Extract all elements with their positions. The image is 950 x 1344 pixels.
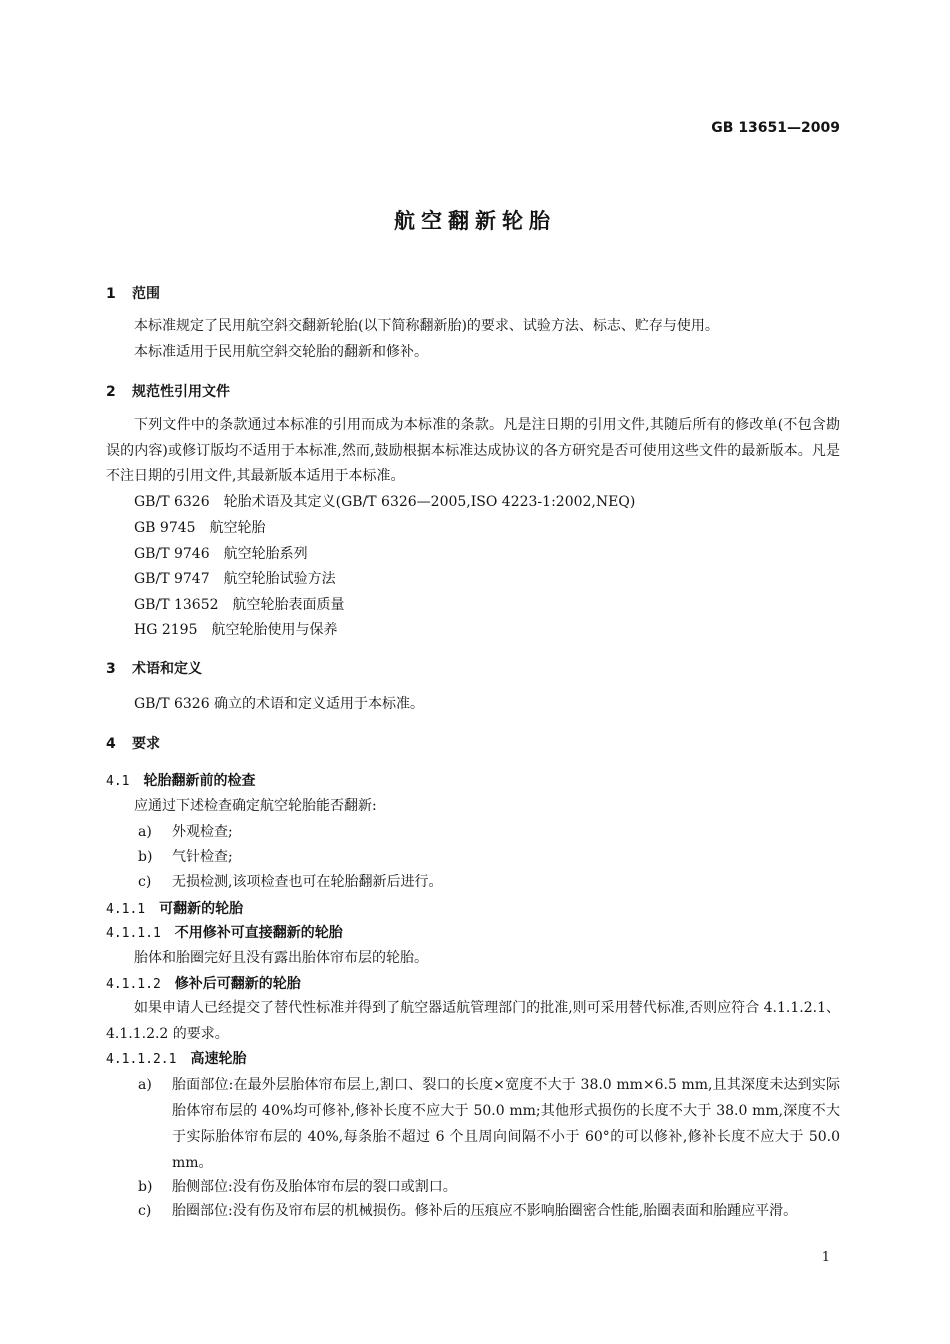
list-text: 气针检查; bbox=[172, 849, 233, 865]
section-title: 规范性引用文件 bbox=[132, 384, 230, 400]
subsection-number: 4.1.1 bbox=[106, 902, 146, 917]
reference-item bbox=[134, 593, 345, 618]
subsection-4-1-1-heading bbox=[106, 898, 243, 918]
section-3-heading bbox=[106, 658, 202, 678]
section-2-paragraph: 下列文件中的条款通过本标准的引用而成为本标准的条款。凡是注日期的引用文件,其随后所有的修改单(不包含勘误的内容)或修订版均不适用于本标准,然而,鼓励根据本标准达成协议的各方研究是否可使用这些文件的最新版本。凡是不注日期的引用文件,其最新版本适用于本标准。 bbox=[106, 417, 840, 484]
list-item bbox=[138, 1174, 840, 1200]
list-text: 外观检查; bbox=[172, 824, 233, 840]
section-1-heading bbox=[106, 283, 160, 303]
reference-code: GB/T 9746 bbox=[134, 546, 210, 562]
list-text: 胎圈部位:没有伤及帘布层的机械损伤。修补后的压痕应不影响胎圈密合性能,胎圈表面和胎踵应平滑。 bbox=[172, 1203, 798, 1219]
subsection-4-1-intro: 应通过下述检查确定航空轮胎能否翻新: bbox=[134, 798, 377, 814]
reference-code: GB 9745 bbox=[134, 520, 196, 536]
reference-item bbox=[134, 516, 266, 541]
list-item bbox=[138, 845, 233, 870]
subsection-number: 4.1.1.2 bbox=[106, 977, 161, 992]
subsection-title: 高速轮胎 bbox=[190, 1051, 247, 1067]
page-number: 1 bbox=[821, 1250, 830, 1265]
document-title: 航空翻新轮胎 bbox=[394, 209, 556, 233]
list-text: 胎侧部位:没有伤及胎体帘布层的裂口或割口。 bbox=[172, 1179, 457, 1195]
reference-code: HG 2195 bbox=[134, 622, 198, 638]
reference-item bbox=[134, 618, 337, 643]
list-item bbox=[138, 820, 233, 845]
reference-title: 轮胎术语及其定义(GB/T 6326—2005,ISO 4223-1:2002,NEQ) bbox=[223, 494, 636, 510]
reference-code: GB/T 6326 bbox=[134, 494, 210, 510]
reference-title: 航空轮胎表面质量 bbox=[232, 597, 345, 613]
list-item bbox=[138, 1198, 840, 1224]
subsection-title: 修补后可翻新的轮胎 bbox=[174, 976, 301, 992]
list-label: b) bbox=[138, 849, 153, 865]
subsection-number: 4.1.1.1 bbox=[106, 926, 161, 941]
reference-code: GB/T 13652 bbox=[134, 597, 219, 613]
subsection-4-1-1-2-heading bbox=[106, 973, 301, 993]
section-4-heading bbox=[106, 733, 160, 753]
list-item bbox=[138, 1072, 840, 1176]
list-label: a) bbox=[138, 824, 152, 840]
list-text: 无损检测,该项检查也可在轮胎翻新后进行。 bbox=[172, 874, 443, 890]
section-3-paragraph: GB/T 6326 确立的术语和定义适用于本标准。 bbox=[134, 696, 425, 712]
list-text: 胎面部位:在最外层胎体帘布层上,割口、裂口的长度×宽度不大于 38.0 mm×6.5 mm,且其深度未达到实际胎体帘布层的 40%均可修补,修补长度不应大于 50.0 mm;其他形式损伤的长度不大于 38.0 mm,深度不大于实际胎体帘布层的 40%,每条胎不超过 6 个且周向间隔不小于 60°的可以修补,修补长度不应大于 50.0 mm。 bbox=[172, 1077, 840, 1171]
section-title: 术语和定义 bbox=[132, 661, 202, 677]
reference-title: 航空轮胎系列 bbox=[223, 546, 308, 562]
list-item bbox=[138, 870, 442, 895]
reference-code: GB/T 9747 bbox=[134, 571, 210, 587]
reference-title: 航空轮胎试验方法 bbox=[223, 571, 336, 587]
list-label: c) bbox=[138, 1203, 152, 1219]
reference-item bbox=[134, 490, 635, 515]
reference-title: 航空轮胎使用与保养 bbox=[211, 622, 338, 638]
subsection-4-1-heading bbox=[106, 770, 255, 790]
section-title: 要求 bbox=[132, 736, 160, 752]
section-number: 4 bbox=[106, 736, 116, 752]
subsection-title: 轮胎翻新前的检查 bbox=[143, 773, 256, 789]
subsection-title: 可翻新的轮胎 bbox=[159, 901, 244, 917]
section-number: 1 bbox=[106, 286, 116, 302]
section-number: 2 bbox=[106, 384, 116, 400]
section-2-heading bbox=[106, 381, 230, 401]
reference-item bbox=[134, 567, 336, 592]
reference-item bbox=[134, 542, 308, 567]
section-title: 范围 bbox=[132, 286, 160, 302]
list-label: c) bbox=[138, 874, 152, 890]
subsection-title: 不用修补可直接翻新的轮胎 bbox=[174, 925, 343, 941]
subsection-4-1-1-1-heading bbox=[106, 922, 343, 942]
subsection-number: 4.1 bbox=[106, 774, 130, 789]
section-number: 3 bbox=[106, 661, 116, 677]
subsection-4-1-1-2-1-heading bbox=[106, 1048, 246, 1068]
standard-number: GB 13651—2009 bbox=[711, 120, 840, 136]
section-1-paragraph-1: 本标准规定了民用航空斜交翻新轮胎(以下简称翻新胎)的要求、试验方法、标志、贮存与使用。 bbox=[134, 318, 719, 334]
subsection-4-1-1-2-paragraph: 如果申请人已经提交了替代性标准并得到了航空器适航管理部门的批准,则可采用替代标准,否则应符合 4.1.1.2.1、4.1.1.2.2 的要求。 bbox=[106, 1000, 840, 1042]
section-1-paragraph-2: 本标准适用于民用航空斜交轮胎的翻新和修补。 bbox=[134, 344, 428, 360]
list-label: b) bbox=[138, 1179, 153, 1195]
subsection-number: 4.1.1.2.1 bbox=[106, 1052, 177, 1067]
reference-title: 航空轮胎 bbox=[209, 520, 266, 536]
list-label: a) bbox=[138, 1077, 152, 1093]
subsection-4-1-1-1-paragraph: 胎体和胎圈完好且没有露出胎体帘布层的轮胎。 bbox=[134, 950, 428, 966]
